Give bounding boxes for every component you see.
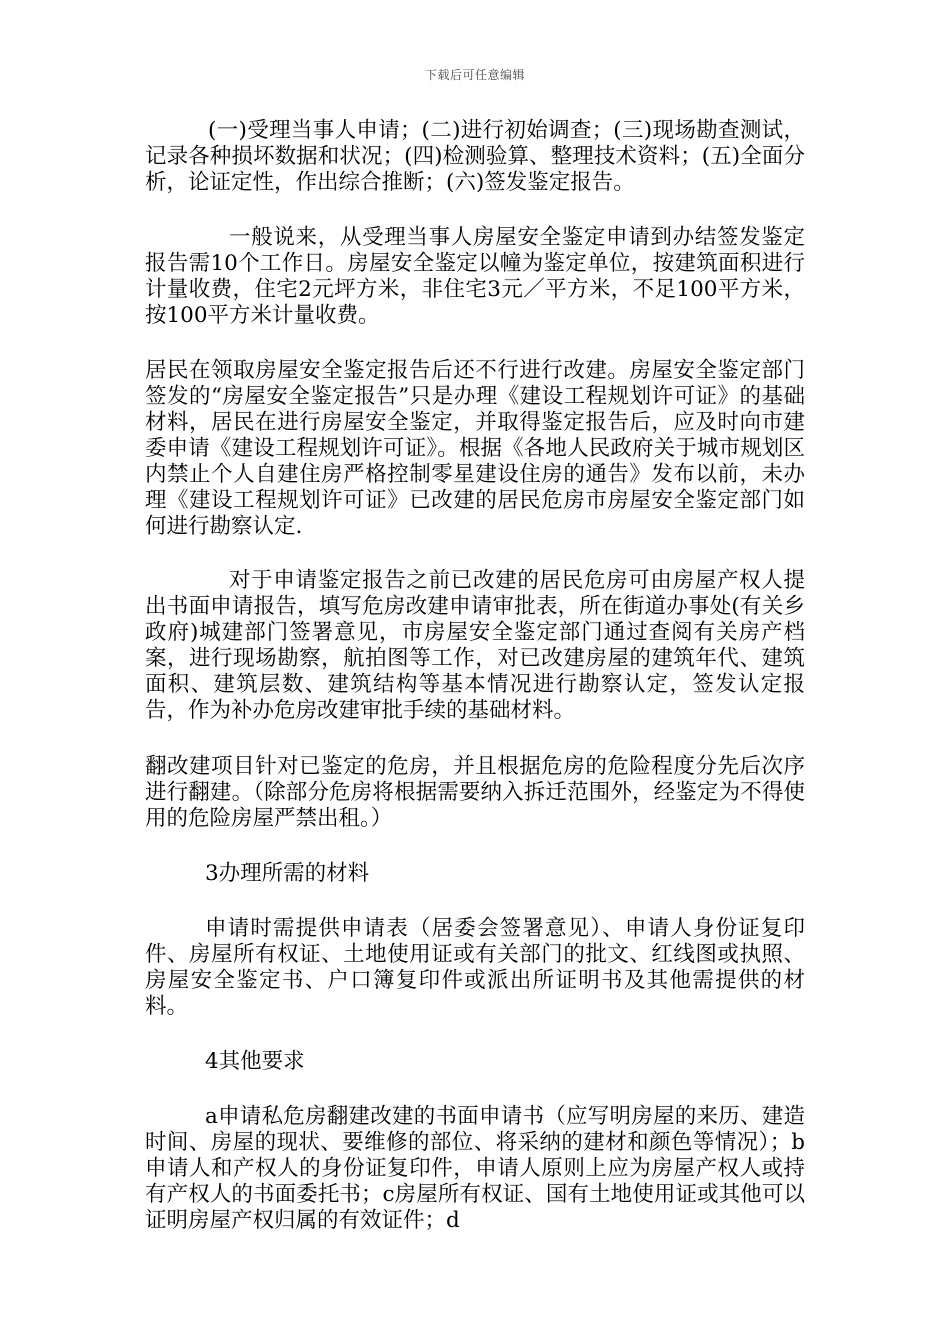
section-heading-materials: 3办理所需的材料	[205, 861, 370, 886]
document-body	[145, 118, 805, 1234]
paragraph-rebuild-order: 翻改建项目针对已鉴定的危房，并且根据危房的危险程度分先后次序进行翻建。（除部分危房将根据需要纳入拆迁范围外，经鉴定为不得使用的危险房屋严禁出租。）	[145, 754, 805, 831]
paragraph-other-requirements: a申请私危房翻建改建的书面申请书（应写明房屋的来历、建造时间、房屋的现状、要维修的部位、将采纳的建材和颜色等情况）；b申请人和产权人的身份证复印件，申请人原则上应为房屋产权人或持有产权人的书面委托书；c房屋所有权证、国有土地使用证或其他可以证明房屋产权归属的有效证件；d	[145, 1104, 805, 1233]
paragraph-rebuild-permit: 居民在领取房屋安全鉴定报告后还不行进行改建。房屋安全鉴定部门签发的“房屋安全鉴定报告”只是办理《建设工程规划许可证》的基础材料，居民在进行房屋安全鉴定，并取得鉴定报告后，应及时向市建委申请《建设工程规划许可证》。根据《各地人民政府关于城市规划区内禁止个人自建住房严格控制零星建设住房的通告》发布以前，未办理《建设工程规划许可证》已改建的居民危房市房屋安全鉴定部门如何进行勘察认定.	[145, 358, 805, 539]
section-heading-other-requirements: 4其他要求	[205, 1049, 305, 1074]
paragraph-required-materials: 申请时需提供申请表（居委会签署意见）、申请人身份证复印件、房屋所有权证、土地使用证或有关部门的批文、红线图或执照、房屋安全鉴定书、户口簿复印件或派出所证明书及其他需提供的材料。	[145, 916, 805, 1019]
header-note: 下载后可任意编辑	[424, 68, 525, 82]
paragraph-already-rebuilt: 对于申请鉴定报告之前已改建的居民危房可由房屋产权人提出书面申请报告，填写危房改建申请审批表，所在街道办事处(有关乡政府)城建部门签署意见，市房屋安全鉴定部门通过查阅有关房产档案，进行现场勘察，航拍图等工作，对已改建房屋的建筑年代、建筑面积、建筑层数、建筑结构等基本情况进行勘察认定，签发认定报告，作为补办危房改建审批手续的基础材料。	[145, 568, 805, 723]
paragraph-procedure-steps: (一)受理当事人申请；(二)进行初始调查；(三)现场勘查测试，记录各种损坏数据和状况；(四)检测验算、整理技术资料；(五)全面分析，论证定性，作出综合推断；(六)签发鉴定报告。	[145, 118, 805, 195]
paragraph-time-and-fees: 一般说来，从受理当事人房屋安全鉴定申请到办结签发鉴定报告需10个工作日。房屋安全鉴定以幢为鉴定单位，按建筑面积进行计量收费，住宅2元坪方米，非住宅3元／平方米，不足100平方米，按100平方米计量收费。	[145, 225, 805, 328]
